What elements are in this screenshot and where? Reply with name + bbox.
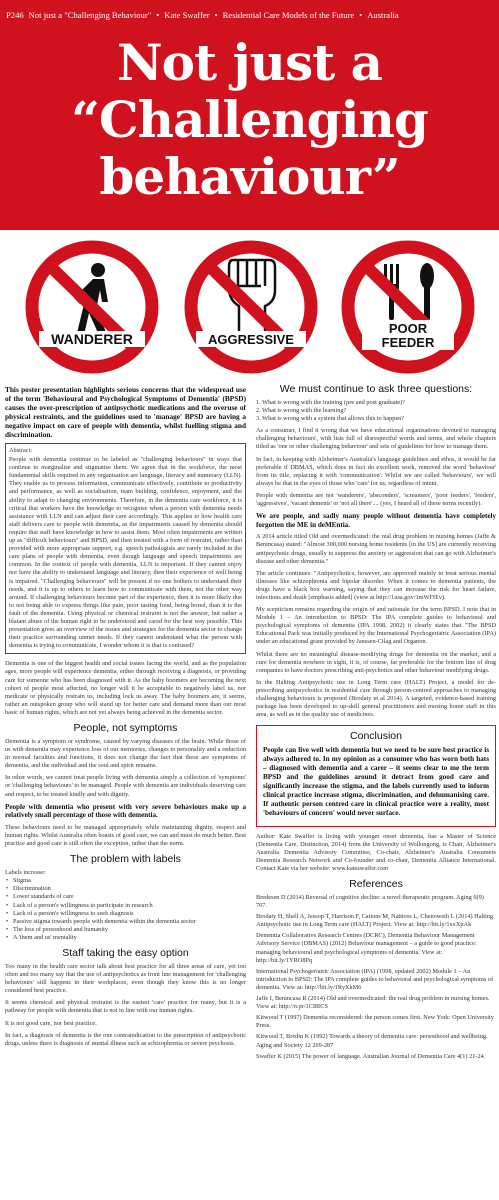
- title-banner: [0, 0, 499, 230]
- reference-item: Swaffer K (2015) The power of language. Australian Journal of Dementia Care 4(1) 21-24.: [256, 1052, 486, 1060]
- reference-item: Kitwood T (1997) Dementia reconsidered: the person comes first. New York: Open University Press.: [256, 1014, 494, 1030]
- left-column: [5, 385, 246, 1052]
- poster-title: Not just a "Challenging Behaviour": [28, 10, 152, 20]
- abstract-box: [5, 443, 246, 654]
- paragraph: It is not good care, nor best practice.: [5, 1019, 97, 1027]
- author-bio: Author: Kate Swaffer is living with younger onset dementia, has a Master of Science (Dementia Care, Distinction, 2014) from the University of Wollongong, is Chair, Alzheimer's Australia Dementia Advisory Committee, Co-chair, Alzheimer's Australia Consumers Dementia Research Network and Co-founder and co-chair, Dementia Alliance International. Contact Kate via her website: www.kateswaffer.com: [256, 832, 496, 872]
- list-item: • Discrimination: [5, 885, 246, 893]
- section-heading: We must continue to ask three questions:: [279, 383, 473, 395]
- country: Australia: [367, 10, 399, 20]
- prohibition-signs: [0, 240, 499, 375]
- author-name: Kate Swaffer: [164, 10, 210, 20]
- paragraph: A 2014 article titled Old and overmedicated: the real drug problem in nursing homes (Jaffe & Benincasa) stated: "Almost 300,000 nursing home residents [in the US] are currently receiving antipsychotic drugs, usually to suppress the anxiety or aggression that can go with Alzheimer's disease and other dementia.": [256, 533, 496, 565]
- lead-paragraph: This poster presentation highlights serious concerns that the widespread use of the term 'Behavioural and Psychological Symptoms of Dementia' (BPSD) causes the over-prescription of antipsychotic medications and the overuse of physical restraints, and the guidelines used to 'manage' BPSD are having a negative impact on care of people with dementia, whilst fuelling stigma and discrimination.: [5, 385, 246, 439]
- list-item: • The loss of personhood and humanity: [5, 926, 246, 934]
- reference-item: Bredesen D (2014) Reversal of cognitive decline: a novel therapeutic program. Aging 6(9) 707.: [256, 894, 484, 910]
- sign-label: WANDERER: [51, 331, 133, 347]
- reference-item: Dementia Collaborative Research Centres (DCRC), Dementia Behaviour Management Advisory Service (DBMAS) (2012) Behaviour management – a guide to good practice: managing behavioural and psychological symptoms of dementia. View at: http://bit.ly/1YRO8Pq: [256, 932, 477, 964]
- paragraph: People with dementia are not 'wanderers', 'absconders', 'screamers', 'poor feeders', 'feeders', 'aggressives', 'vacant dements' or 'not all there'.... (yes, I heard all of these terms recently).: [256, 491, 496, 508]
- paragraph: It seems chemical and physical restraint is the easiest 'care' practice for many, but it is a pathway for people with dementia that is not in line with our human rights.: [5, 999, 246, 1015]
- paragraph: As a consumer, I find it wrong that we have educational organisations devoted to managing challenging behaviours', with lists full of disrespectful words and terms, and whole chapters titled as 'one or other challenging behaviour' and sets of guidelines for how to manage them.: [256, 427, 496, 451]
- title-line: behaviour”: [99, 147, 400, 206]
- paragraph: Whilst there are no meaningful disease-modifying drugs for dementia on the market, and a cure for dementia nowhere in sight, it is, of course, far preferable for the bottom line of drug companies to have doctors prescribing anti-psychotics and other behaviour modifying drugs.: [256, 650, 496, 674]
- list-item: • Lack of a person's willingness to seek diagnosis: [5, 910, 246, 918]
- page-number: P246: [6, 10, 24, 20]
- sign-label: POOR: [388, 321, 428, 336]
- conclusion-text: People can live well with dementia but we need to be sure best practice is always adhered to. In my opinion as a consumer who has worn both hats – diagnosed with dementia and a carer – it seems clear to me the term BPSD and the guidelines around it detract from good care and significantly increase the stigma, and the labels currently used to inform clinical practice increase stigma, discrimination, and dehumanising care. If authentic person centred care in clinical practice were a reality, most 'behaviours of concern' would never surface.: [263, 746, 489, 817]
- aggressive-sign: [181, 240, 321, 375]
- section-heading: Conclusion: [350, 730, 402, 743]
- paragraph: My scepticism remains regarding the origin of and rationale for the term BPSD. I note that in Module 1 – An introduction to BPSD: The IPA complete guides to behavioral and psychological symptoms of dementia (IPA 1998, 2002) it clearly states that "The BPSD Educational Pack was initially produced by the International Psychogeriatric Association (IPA) under an educational grant provided by Janssen-Cilag and Organon.: [256, 606, 496, 646]
- questions-list: [256, 399, 496, 423]
- separator: •: [156, 10, 160, 20]
- list-item: • Stigma: [5, 877, 246, 885]
- reference-item: Kitwood T, Bredin K (1992) Towards a theory of dementia care: personhood and wellbeing. Aging and Society 12 269-287: [256, 1033, 488, 1049]
- poor-feeder-sign: [338, 240, 478, 375]
- paragraph: In other words, we cannot treat people living with dementia simply a collection of 'symptoms' or 'challenging behaviours' to be managed. People with dementia are individuals deserving care and respect, to be treated kindly and with dignity.: [5, 774, 246, 798]
- section-heading: Staff taking the easy option: [62, 946, 189, 959]
- reference-item: Jaffe I, Benincasa R (2014) Old and overmedicated: the real drug problem in nursing homes. View at: http://n.pr/1CI8ICS: [256, 995, 490, 1011]
- list-item: • A 'them and us' mentality: [5, 934, 246, 942]
- right-column: [256, 383, 496, 1064]
- reference-item: Brodaty H, Shell A, Jessop T, Harrison F, Cations M, Nattress L, Chenoweth L (2014) Halting Antipsychotic use in Long Term care (HALT) Project. View at: http://bit.ly/1xxXpAk: [256, 913, 494, 929]
- paragraph: These behaviours need to be managed appropriately while maintaining dignity, respect and human rights. Whilst Australia often boasts of good care, we can and must do much better. Best practice and good care is still often the exception, rather than the norm.: [5, 823, 246, 848]
- labels-list: [5, 877, 246, 942]
- emphasis-paragraph: We are people, and sadly many people without dementia have completely forgotten the ME in deMEntia.: [256, 512, 496, 529]
- separator: •: [359, 10, 363, 20]
- list-item: • Passive stigma towards people with dementia within the dementia sector: [5, 918, 246, 926]
- references-list: [256, 894, 496, 1061]
- sign-label: AGGRESSIVE: [208, 332, 294, 347]
- list-item: 3. What is wrong with a system that allows this to happen?: [256, 415, 405, 423]
- paragraph: In fact, a diagnosis of dementia is the one contraindication to the prescription of antipsychotic drugs, unless there is diagnosis of mental illness such as schizophrenia or severe psychosis.: [5, 1031, 246, 1047]
- track-name: Residential Care Models of the Future: [222, 10, 355, 20]
- paragraph: Too many in the health care sector talk about best practice for all three areas of care, yet too often and too many say that the use of antipsychotics as front line management for 'challenging behaviours' still happens in their workplaces, even though they know this is no longer considered best practice.: [5, 962, 246, 995]
- abstract-heading: Abstract:: [9, 447, 33, 454]
- reference-item: International Psychogeriatric Association (IPA) (1998, updated 2002) Module 1 – An introduction to BPSD: The IPA complete guides to behavioral and psychological symptoms of dementia. View at: http://bit.ly/1RyXkM6: [256, 967, 494, 991]
- section-heading: People, not symptoms: [73, 722, 178, 734]
- conclusion-box: [256, 725, 496, 826]
- paragraph: In fact, in keeping with Alzheimer's Australia's language guidelines and ethos, it would be far preferable if DBMAS, which does in fact do excellent work, removed the word 'behaviour' from its title, replacing it with 'communication'. Whilst we are called 'behaviours', we will always be that in the eyes of those who 'care' for us, regardless of intent.: [256, 455, 496, 487]
- list-item: • Lower standards of care: [5, 893, 246, 901]
- list-item: • Lack of a person's willingness to participate in research: [5, 902, 246, 910]
- list-item: 1. What is wrong with the training (pre and post graduate)?: [256, 399, 406, 406]
- paragraph: Dementia is one of the biggest health and social issues facing the world, and as the population ages, more people will experience dementia, either through receiving a diagnosis, or providing care for someone who has been diagnosed with it. As the baby boomers are becoming the next cohort of people most affected, no longer will it be acceptable to negatively label us, nor medicate or physically restrain us, including lock us away. The baby boomers are, it seems, rather an outspoken group who will stand up for better care and demand more than our most basic of human rights, which are not yet always being achieved in the dementia sector.: [5, 660, 246, 716]
- sign-label: FEEDER: [381, 335, 435, 350]
- abstract-text: People with dementia continue to be labeled as "challenging behaviours" in ways that continue to marginalise and stigmatise them. We agree that in the workforce, the most fundamental skills required in any organisation are language, literacy and numeracy (LLN). They enable us to process information, communicate effectively, contribute to productivity and performance, as well as socialisation, team building, confidence, enjoyment, and the ability to adapt to changing environments. Therefore, in the dementia care workforce, it is critical that workers have the knowledge to recognise when a person with dementia needs assistance with LLN and can adjust their care accordingly. This applies to how health care staff delivers care to people with dementia, as the impairments caused by dementia should require that staff have knowledge in how to assist them. Most often impairments are written up as "difficult behaviours" and BPSD, and then treated with a form of restraint, rather than provided with more appropriate support, e.g. speech pathologists are rarely included in the care plans of people with dementia, even though language and speech impairments are common. In the context of people with dementia, LLN is important. If they cannot enjoy nor have the ability to understand language and literacy, then their experience of well being is impaired. "Challenging behaviours" will be present if no one bothers to understand their needs, and it is up to others to learn how to communicate with them, not the other way around. If challenging behaviours become part of the experience, then it is more likely due to not being able to express things like pain, poor tasting food, being bored, than it is the fault of the dementia. Using physical or chemical restraint is not the answer, but rather a blatant abuse of the human right to be understood and cared for the best way possible. This presentation gives an overview of the issues and strategies for the dementia sector to change their practice surrounding unmet needs. If they cannot understand what the person with dementia is trying to communicate, I wonder whom it is that is confused?: [9, 456, 242, 650]
- wanderer-sign: [22, 240, 162, 375]
- list-item: 2. What is wrong with the learning?: [256, 407, 347, 415]
- paragraph: The article continues: "Antipsychotics, however, are approved mainly to treat serious mental illnesses like schizophrenia and bipolar disorder. When it comes to dementia patients, the drugs have a black box warning, saying that they can increase the risk for heart failure, infections and death [emphasis added] (view at http://1usa.gov/1mWFfEv).: [256, 569, 496, 601]
- section-heading: References: [349, 878, 403, 890]
- separator: •: [214, 10, 218, 20]
- header-bar: [0, 8, 499, 22]
- title-line: Not just a: [116, 33, 383, 92]
- emphasis-paragraph: People with dementia who present with very severe behaviours make up a relatively small percentage of those with dementia.: [5, 802, 246, 820]
- labels-intro: Labels increase:: [5, 869, 46, 877]
- section-heading: The problem with labels: [70, 853, 181, 866]
- paragraph: In the Halting Antipsychotic use in Long Term care (HALT) Project, a model for de-prescribing antipsychotics in residential care through person-centred approaches to managing challenging behaviours is proposed (Brodaty et al 2014). A targeted, evidence-based training package has been developed to up-skill general practitioners and nursing home staff in this area, as well as in the quality use of medicines.: [256, 678, 496, 719]
- title-line: “Challenging: [71, 90, 428, 149]
- page-title: [0, 34, 499, 205]
- paragraph: Dementia is a symptom or syndrome, caused by varying diseases of the brain. While those of us with dementia may experience loss of our memories, changes to personality and a reduction in normal faculties and functions, it does not change the fact that these are symptoms of dementia, and the individual and the soul and spirit remains.: [5, 738, 246, 770]
